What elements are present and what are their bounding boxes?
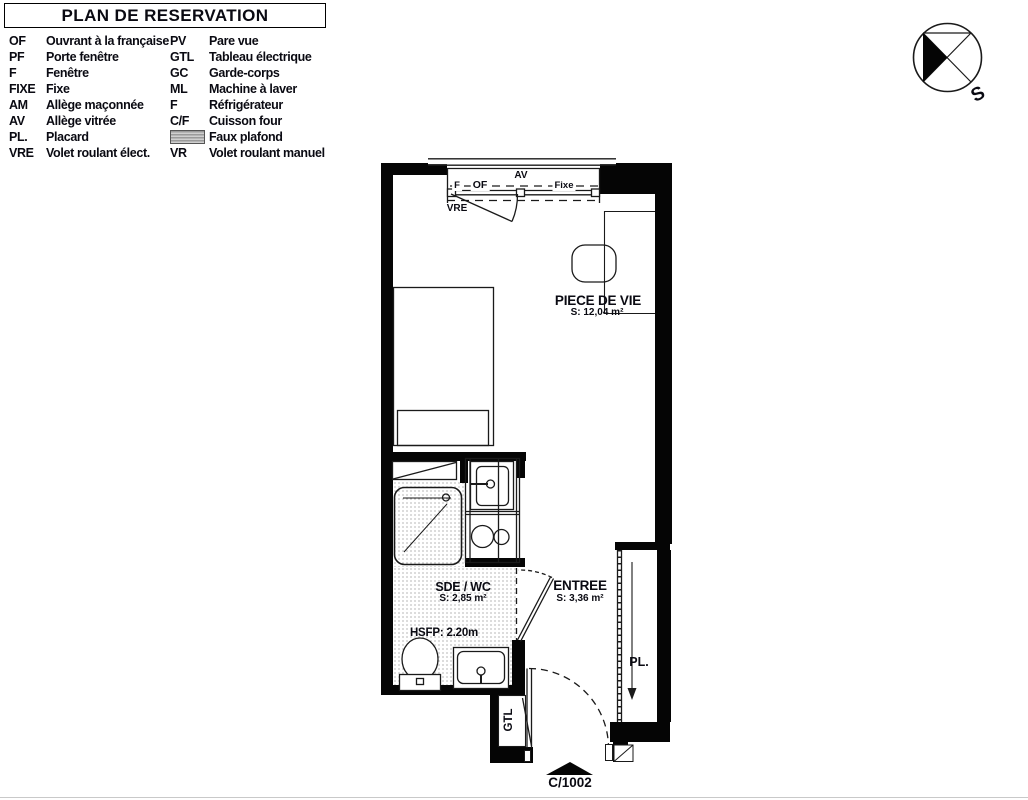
legend-label: Allège vitrée [46,114,116,128]
window-label-f: F [454,180,460,191]
window-label-of: OF [472,179,488,191]
wardrobe-arrow [628,562,637,700]
room-label-living: PIECE DE VIE [554,293,642,308]
room-label-sde: SDE / WC [435,580,491,594]
room-label-entree: ENTREE [553,578,607,593]
legend-label: Pare vue [209,34,259,48]
unit-number-label: C/1002 [548,775,592,790]
legend-abbr: C/F [170,114,190,128]
legend-abbr: VRE [9,146,34,160]
legend-abbr: GC [170,66,189,80]
legend-abbr: PF [9,50,25,64]
legend-abbr: AM [9,98,28,112]
legend-label: Faux plafond [209,130,283,144]
legend-abbr: PV [170,34,186,48]
cooktop-burner [472,526,494,548]
compass-rose [914,24,982,92]
legend-label: Réfrigérateur [209,98,283,112]
compass-needle [923,33,948,82]
legend-label: Volet roulant élect. [46,146,150,160]
legend-label: Cuisson four [209,114,282,128]
page-title: PLAN DE RESERVATION [61,5,269,25]
window-label-fixe: Fixe [554,180,574,191]
bed [394,288,494,446]
wardrobe-sliding-door [618,550,622,722]
entrance-door [525,669,609,762]
legend-abbr: FIXE [9,82,36,96]
room-area-living: S: 12,04 m² [570,307,624,318]
shower [395,488,462,565]
legend-abbr: AV [9,114,25,128]
legend-label: Placard [46,130,89,144]
legend-label: Volet roulant manuel [209,146,325,160]
legend-abbr: F [170,98,178,112]
legend-abbr: OF [9,34,26,48]
gtl-label: GTL [503,708,515,732]
legend-label: Tableau électrique [209,50,312,64]
legend-abbr: ML [170,82,188,96]
shelf [393,462,457,480]
legend-label: Ouvrant à la française [46,34,169,48]
window-label-vre: VRE [446,203,468,214]
legend-label: Fenêtre [46,66,89,80]
legend-abbr: VR [170,146,187,160]
ceiling-height-label: HSFP: 2.20m [409,627,479,639]
entrance-marker [546,762,593,775]
closet-label: PL. [629,655,649,669]
legend-abbr: F [9,66,17,80]
room-area-sde: S: 2,85 m² [439,593,487,604]
cooktop-burner [494,530,509,545]
kitchenette [466,459,521,563]
legend-abbr: GTL [170,50,194,64]
table [572,245,616,282]
room-area-entree: S: 3,36 m² [556,593,604,604]
legend-label: Fixe [46,82,70,96]
page-edge-line [0,797,1028,798]
toilet [400,638,441,691]
legend-abbr: PL. [9,130,28,144]
legend-label: Machine à laver [209,82,297,96]
washbasin [454,648,509,689]
legend-label: Garde-corps [209,66,280,80]
compass-south-label: S [967,82,989,107]
door-jamb [606,745,634,762]
window-label-av: AV [514,170,528,181]
legend-label: Allège maçonnée [46,98,144,112]
bathroom-door [517,568,554,642]
legend-label: Porte fenêtre [46,50,119,64]
window-sill [428,159,616,165]
